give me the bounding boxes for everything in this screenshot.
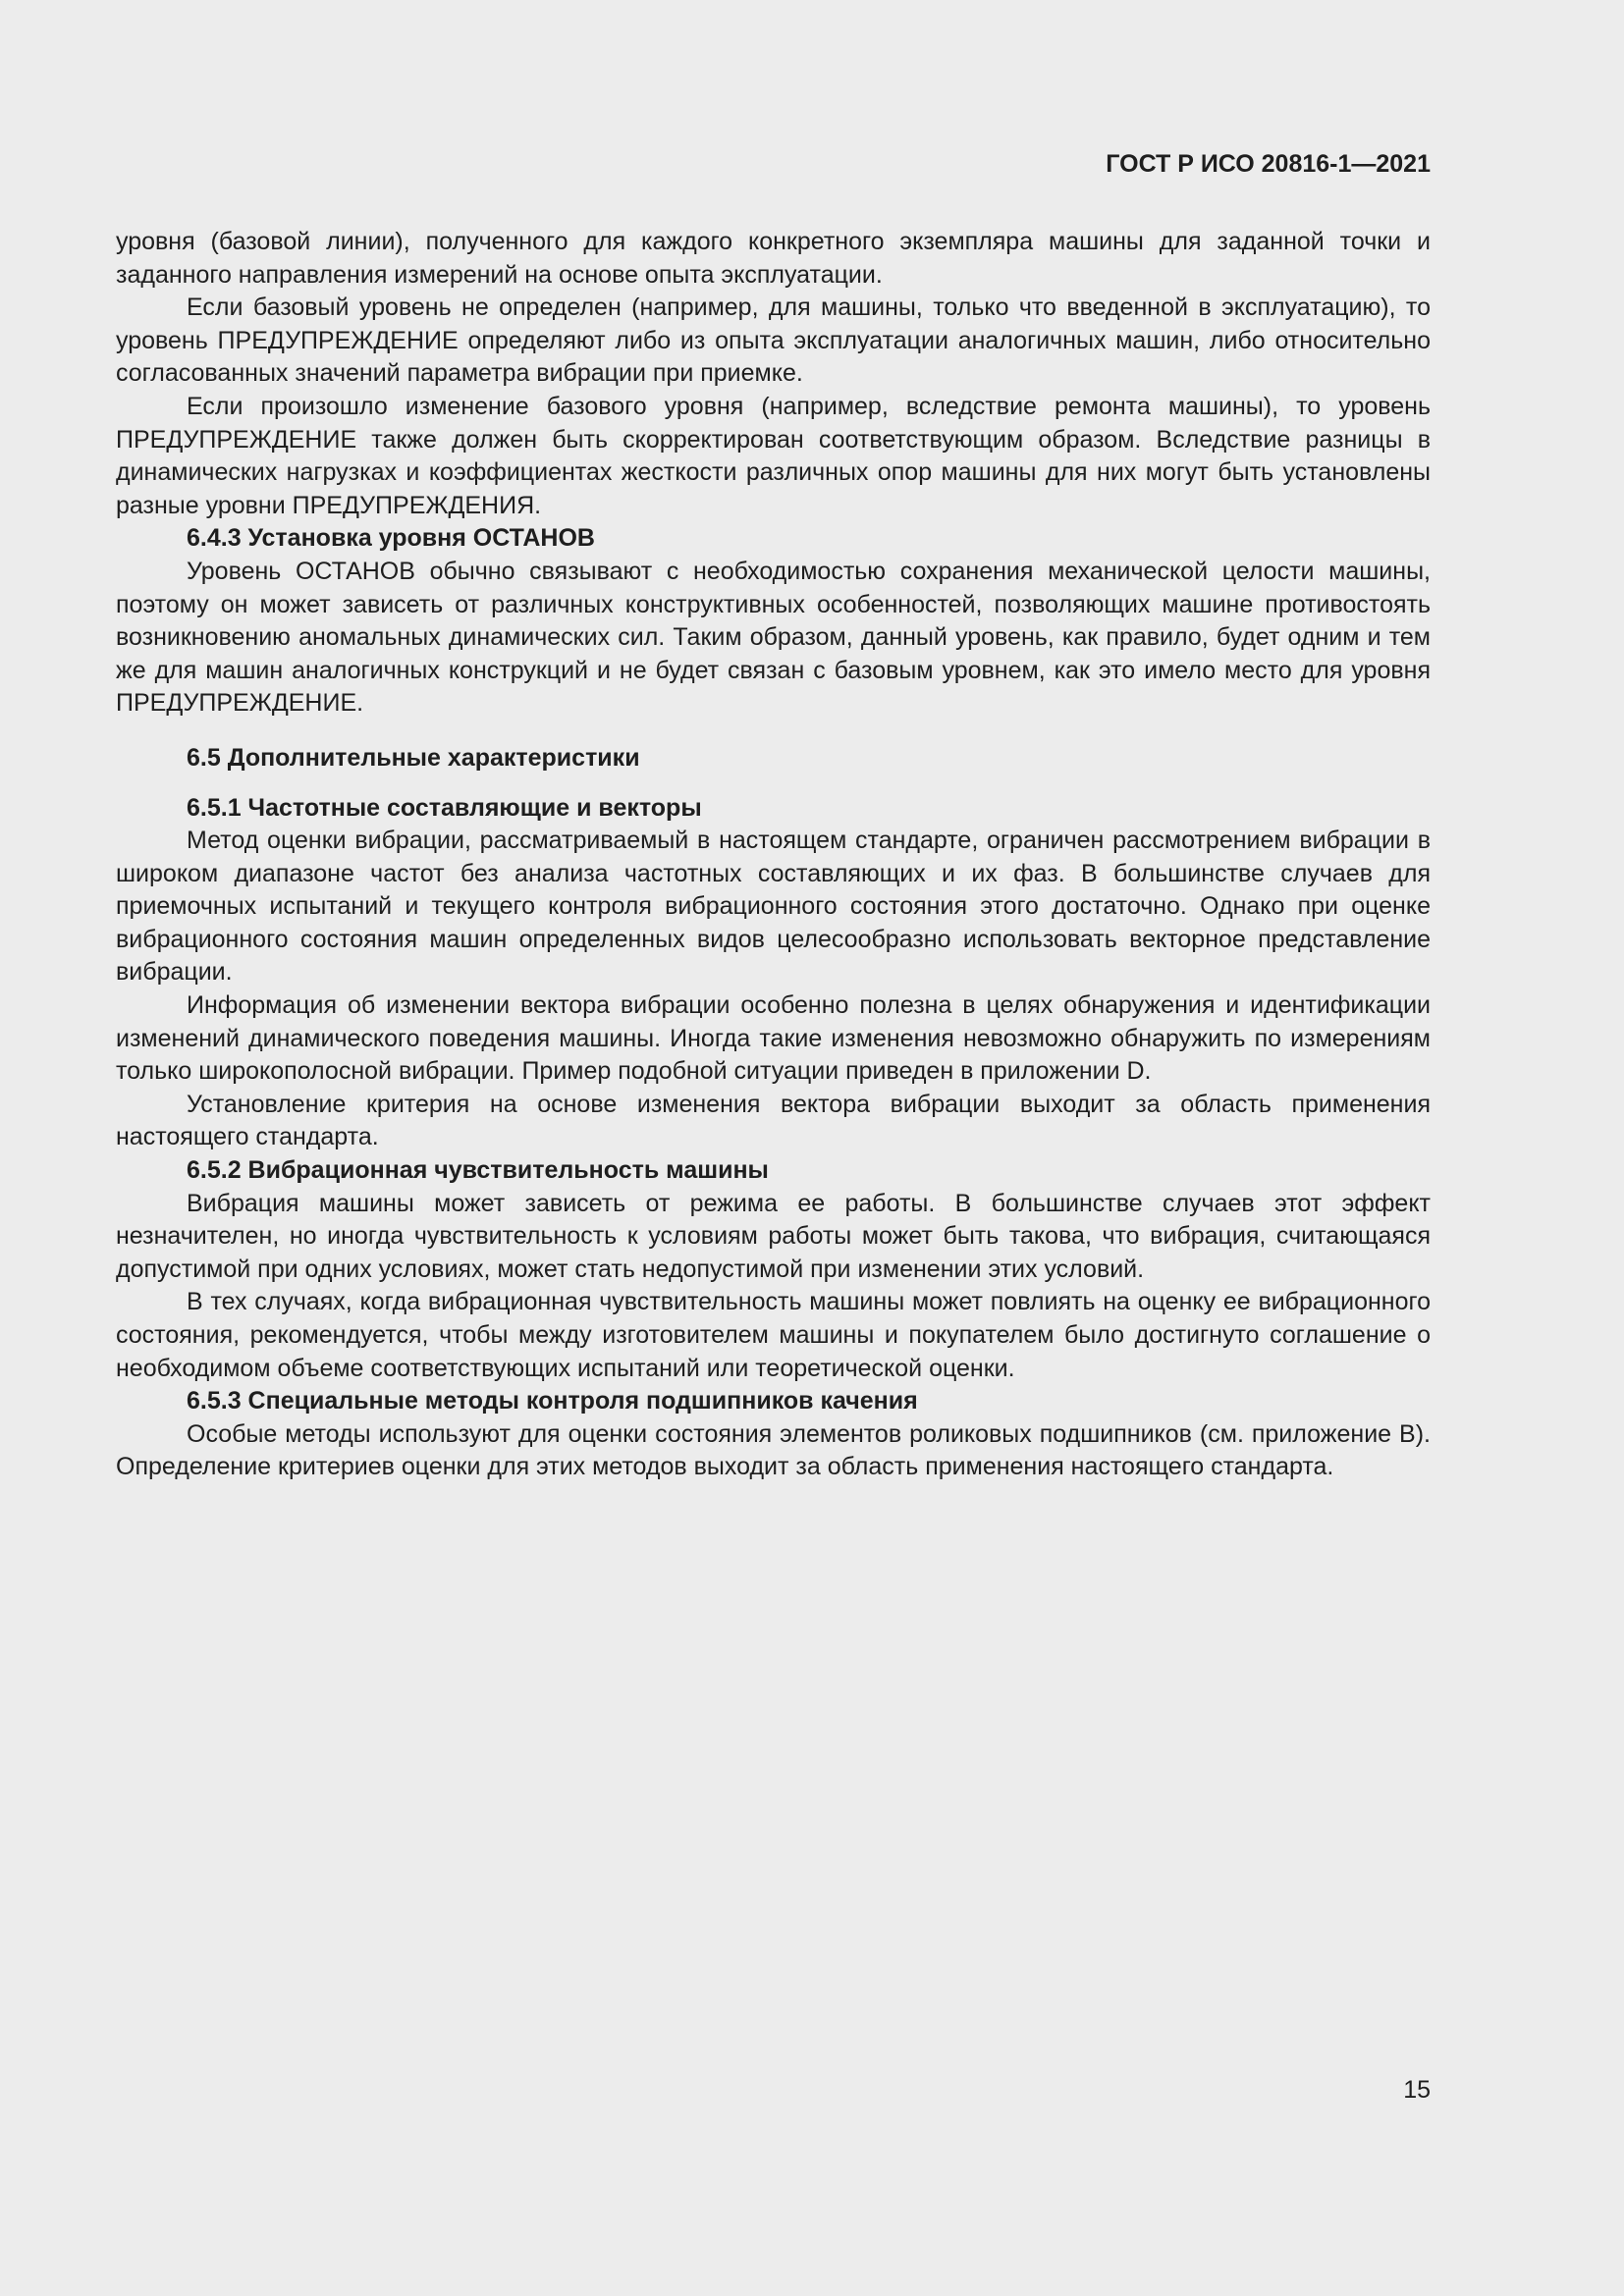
paragraph-stop-level: Уровень ОСТАНОВ обычно связывают с необходимостью сохранения механической целости машины, поэтому он может зависеть от различных конструктивных особенностей, позволяющих машине противостоять возникновению аномальных динамических сил. Таким образом, данный уровень, как правило, будет одним и тем же для машин аналогичных конструкций и не будет связан с базовым уровнем, как это имело место для уровня ПРЕДУПРЕЖДЕНИЕ. [116, 557, 1431, 718]
paragraph-sensitivity-agreement: В тех случаях, когда вибрационная чувствительность машины может повлиять на оценку ее вибрационного состояния, рекомендуется, чтобы между изготовителем машины и покупателем было достигнуто соглашение о необходимом объеме соответствующих испытаний или теоретической оценки. [116, 1288, 1431, 1382]
paragraph-vector-criterion: Установление критерия на основе изменения вектора вибрации выходит за область применения настоящего стандарта. [116, 1090, 1431, 1151]
paragraph-baseline-changed: Если произошло изменение базового уровня (например, вследствие ремонта машины), то уровень ПРЕДУПРЕЖДЕНИЕ также должен быть скорректирован соответствующим образом. Вследствие разницы в динамических нагрузках и коэффициентах жесткости различных опор машины для них могут быть установлены разные уровни ПРЕДУПРЕЖДЕНИЯ. [116, 392, 1431, 519]
paragraph-vector-info: Информация об изменении вектора вибрации особенно полезна в целях обнаружения и идентификации изменений динамического поведения машины. Иногда такие изменения невозможно обнаружить по измерениям только широкополосной вибрации. Пример подобной ситуации приведен в приложении D. [116, 991, 1431, 1086]
paragraph-frequency-method: Метод оценки вибрации, рассматриваемый в настоящем стандарте, ограничен рассмотрением вибрации в широком диапазоне частот без анализа частотных составляющих и их фаз. В большинстве случаев для приемочных испытаний и текущего контроля вибрационного состояния этого достаточно. Однако при оценке вибрационного состояния машин определенных видов целесообразно использовать векторное представление вибрации. [116, 827, 1431, 987]
paragraph-continuation: уровня (базовой линии), полученного для каждого конкретного экземпляра машины для заданной точки и заданного направления измерений на основе опыта эксплуатации. [116, 228, 1431, 289]
page-number: 15 [1403, 2076, 1431, 2104]
paragraph-sensitivity: Вибрация машины может зависеть от режима ее работы. В большинстве случаев этот эффект незначителен, но иногда чувствительность к условиям работы может быть такова, что вибрация, считающаяся допустимой при одних условиях, может стать недопустимой при изменении этих условий. [116, 1189, 1431, 1283]
document-header: ГОСТ Р ИСО 20816-1—2021 [1106, 150, 1431, 178]
document-body [116, 226, 1431, 1484]
section-heading-6-4-3: 6.4.3 Установка уровня ОСТАНОВ [187, 524, 595, 553]
paragraph-bearing-methods: Особые методы используют для оценки состояния элементов роликовых подшипников (см. приложение B). Определение критериев оценки для этих методов выходит за область применения настоящего стандарта. [116, 1419, 1431, 1481]
section-heading-6-5-3: 6.5.3 Специальные методы контроля подшипников качения [187, 1387, 918, 1415]
section-heading-6-5-1: 6.5.1 Частотные составляющие и векторы [187, 793, 702, 822]
section-heading-6-5-2: 6.5.2 Вибрационная чувствительность машины [187, 1156, 769, 1185]
paragraph-baseline-undefined: Если базовый уровень не определен (например, для машины, только что введенной в эксплуатацию), то уровень ПРЕДУПРЕЖДЕНИЕ определяют либо из опыта эксплуатации аналогичных машин, либо относительно согласованных значений параметра вибрации при приемке. [116, 294, 1431, 388]
section-heading-6-5: 6.5 Дополнительные характеристики [187, 743, 640, 772]
